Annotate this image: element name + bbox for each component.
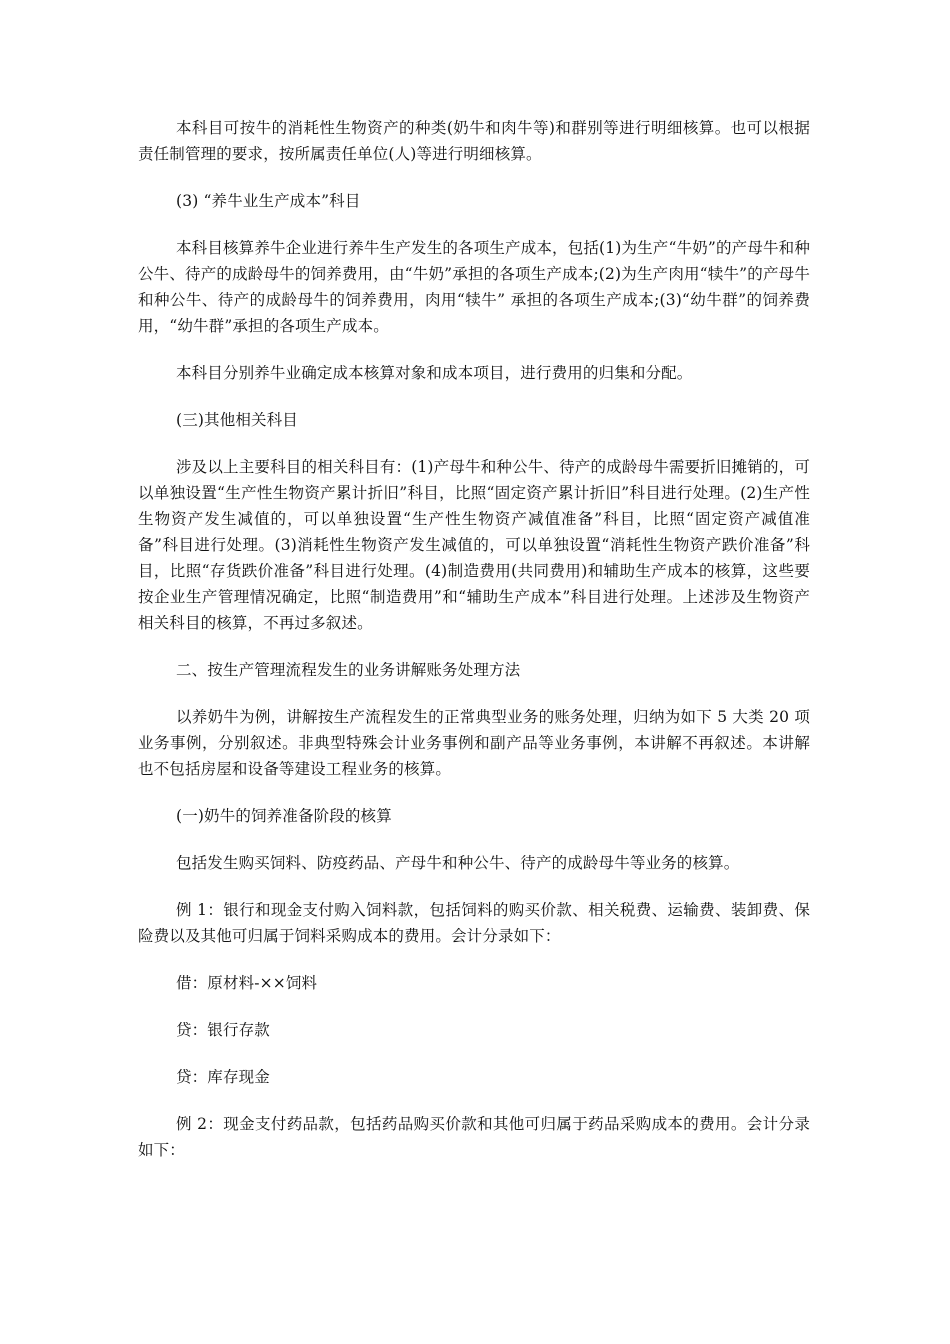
journal-entry-debit: 借：原材料-××饲料 <box>176 974 318 992</box>
paragraph-example-1: 例 1：银行和现金支付购入饲料款，包括饲料的购买价款、相关税费、运输费、装卸费、保险费以及其他可归属于饲料采购成本的费用。会计分录如下： <box>138 901 810 945</box>
heading-feeding-preparation: (一)奶牛的饲养准备阶段的核算 <box>176 807 392 825</box>
journal-entry-credit-cash: 贷：库存现金 <box>176 1068 270 1086</box>
journal-entry-credit-bank: 贷：银行存款 <box>176 1021 270 1039</box>
heading-other-related-accounts: (三)其他相关科目 <box>176 411 298 429</box>
paragraph-detail-accounting: 本科目可按牛的消耗性生物资产的种类(奶牛和肉牛等)和群别等进行明细核算。也可以根据责任制管理的要求，按所属责任单位(人)等进行明细核算。 <box>138 119 810 163</box>
heading-section-two: 二、按生产管理流程发生的业务讲解账务处理方法 <box>176 661 521 679</box>
heading-cattle-production-cost: (3) “养牛业生产成本”科目 <box>176 192 361 210</box>
paragraph-preparation-scope: 包括发生购买饲料、防疫药品、产母牛和种公牛、待产的成龄母牛等业务的核算。 <box>176 854 740 872</box>
document-body <box>138 115 810 1163</box>
paragraph-cost-allocation: 本科目分别养牛业确定成本核算对象和成本项目，进行费用的归集和分配。 <box>176 364 693 382</box>
paragraph-example-2: 例 2：现金支付药品款，包括药品购买价款和其他可归属于药品采购成本的费用。会计分录如下： <box>138 1115 810 1159</box>
paragraph-production-cost-scope: 本科目核算养牛企业进行养牛生产发生的各项生产成本，包括(1)为生产“牛奶”的产母牛和种公牛、待产的成龄母牛的饲养费用，由“牛奶”承担的各项生产成本;(2)为生产肉用“犊牛”的产母牛和种公牛、待产的成龄母牛的饲养费用，肉用“犊牛” 承担的各项生产成本;(3)“幼牛群”的饲养费用，“幼牛群”承担的各项生产成本。 <box>138 239 810 335</box>
paragraph-dairy-example-intro: 以养奶牛为例，讲解按生产流程发生的正常典型业务的账务处理，归纳为如下 5 大类 20 项业务事例，分别叙述。非典型特殊会计业务事例和副产品等业务事例，本讲解不再叙述。本讲解也不包括房屋和设备等建设工程业务的核算。 <box>138 708 810 778</box>
paragraph-related-accounts: 涉及以上主要科目的相关科目有：(1)产母牛和种公牛、待产的成龄母牛需要折旧摊销的，可以单独设置“生产性生物资产累计折旧”科目，比照“固定资产累计折旧”科目进行处理。(2)生产性生物资产发生减值的，可以单独设置“生产性生物资产减值准备”科目，比照“固定资产减值准备”科目进行处理。(3)消耗性生物资产发生减值的，可以单独设置“消耗性生物资产跌价准备”科目，比照“存货跌价准备”科目进行处理。(4)制造费用(共同费用)和辅助生产成本的核算，这些要按企业生产管理情况确定，比照“制造费用”和“辅助生产成本”科目进行处理。上述涉及生物资产相关科目的核算，不再过多叙述。 <box>138 458 810 632</box>
